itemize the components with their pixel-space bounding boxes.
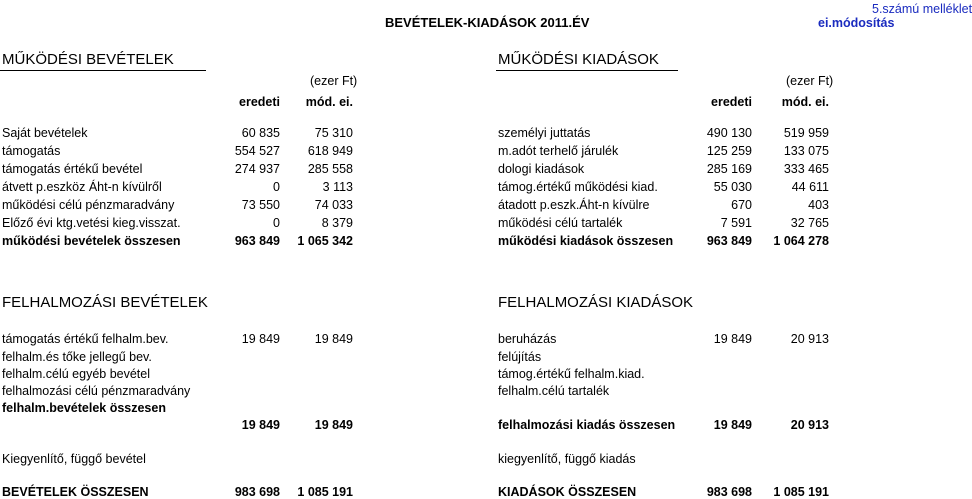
row-original: 73 550 — [241, 198, 280, 212]
row-label: dologi kiadások — [498, 162, 585, 176]
row-modified: 8 379 — [321, 216, 353, 230]
total-modified: 19 849 — [314, 418, 353, 432]
row-label: átvett p.eszköz Áht-n kívülről — [2, 180, 162, 194]
row-label: támogatás értékű bevétel — [2, 162, 143, 176]
row-modified: 403 — [808, 198, 829, 212]
grand-total-revenue-label: BEVÉTELEK ÖSSZESEN — [2, 485, 149, 499]
heading-underline — [496, 70, 678, 71]
row-label: felhalm.célú egyéb bevétel — [2, 367, 151, 381]
row-modified: 3 113 — [322, 180, 353, 194]
row-label: működési célú pénzmaradvány — [2, 198, 175, 212]
total-label: felhalmozási kiadás összesen — [498, 418, 676, 432]
row-label: átadott p.eszk.Áht-n kívülre — [498, 198, 650, 212]
operating-revenue-heading: MŰKÖDÉSI BEVÉTELEK — [2, 51, 174, 68]
row-original: 55 030 — [713, 180, 752, 194]
total-original: 19 849 — [713, 418, 752, 432]
grand-total-expenditure-label: KIADÁSOK ÖSSZESEN — [498, 485, 637, 499]
row-modified: 32 765 — [790, 216, 829, 230]
row-label: támog.értékű felhalm.kiad. — [498, 367, 645, 381]
row-modified: 519 959 — [783, 126, 829, 140]
column-header-original: eredeti — [711, 95, 752, 109]
row-original: 7 591 — [720, 216, 752, 230]
total-label: működési bevételek összesen — [2, 234, 181, 248]
column-header-modified: mód. ei. — [305, 95, 353, 109]
total-modified: 20 913 — [790, 418, 829, 432]
grand-total-revenue-modified: 1 085 191 — [297, 485, 353, 499]
row-modified: 19 849 — [314, 332, 353, 346]
row-label: támog.értékű működési kiad. — [498, 180, 658, 194]
total-label: felhalm.bevételek összesen — [2, 401, 166, 415]
row-label: felújítás — [498, 350, 542, 364]
total-original: 19 849 — [241, 418, 280, 432]
row-modified: 618 949 — [307, 144, 353, 158]
column-header-original: eredeti — [239, 95, 280, 109]
row-original: 125 259 — [706, 144, 752, 158]
grand-total-expenditure-modified: 1 085 191 — [773, 485, 829, 499]
document-title: BEVÉTELEK-KIADÁSOK 2011.ÉV — [385, 15, 590, 30]
row-label: támogatás — [2, 144, 61, 158]
total-label: működési kiadások összesen — [498, 234, 674, 248]
row-label: felhalm.és tőke jellegű bev. — [2, 350, 152, 364]
row-original: 60 835 — [241, 126, 280, 140]
row-modified: 20 913 — [790, 332, 829, 346]
total-original: 963 849 — [706, 234, 752, 248]
row-original: 274 937 — [234, 162, 280, 176]
row-label: működési célú tartalék — [498, 216, 623, 230]
row-label: m.adót terhelő járulék — [498, 144, 619, 158]
row-label: Saját bevételek — [2, 126, 88, 140]
row-original: 285 169 — [706, 162, 752, 176]
total-original: 963 849 — [234, 234, 280, 248]
row-original: 490 130 — [706, 126, 752, 140]
grand-total-expenditure-original: 983 698 — [706, 485, 752, 499]
row-modified: 74 033 — [314, 198, 353, 212]
row-modified: 44 611 — [791, 180, 829, 194]
row-original: 19 849 — [241, 332, 280, 346]
row-modified: 75 310 — [314, 126, 353, 140]
heading-underline — [0, 70, 206, 71]
unit-label: (ezer Ft) — [310, 74, 358, 88]
total-modified: 1 065 342 — [297, 234, 353, 248]
capital-expenditure-heading: FELHALMOZÁSI KIADÁSOK — [498, 294, 694, 311]
row-label: személyi juttatás — [498, 126, 591, 140]
row-label: beruházás — [498, 332, 557, 346]
row-label: támogatás értékű felhalm.bev. — [2, 332, 169, 346]
row-modified: 133 075 — [783, 144, 829, 158]
row-modified: 333 465 — [783, 162, 829, 176]
operating-expenditure-heading: MŰKÖDÉSI KIADÁSOK — [498, 51, 659, 68]
annex-label: 5.számú melléklet — [872, 2, 972, 16]
row-modified: 285 558 — [307, 162, 353, 176]
modification-label: ei.módosítás — [818, 16, 895, 30]
capital-revenue-heading: FELHALMOZÁSI BEVÉTELEK — [2, 294, 208, 311]
row-original: 670 — [731, 198, 752, 212]
row-label: Előző évi ktg.vetési kieg.visszat. — [2, 216, 181, 230]
row-original: 19 849 — [713, 332, 752, 346]
row-label: felhalmozási célú pénzmaradvány — [2, 384, 191, 398]
row-original: 0 — [273, 216, 280, 230]
balancing-expenditure-label: kiegyenlítő, függő kiadás — [498, 452, 636, 466]
column-header-modified: mód. ei. — [781, 95, 829, 109]
row-original: 0 — [273, 180, 280, 194]
total-modified: 1 064 278 — [773, 234, 829, 248]
grand-total-revenue-original: 983 698 — [234, 485, 280, 499]
balancing-revenue-label: Kiegyenlítő, függő bevétel — [2, 452, 146, 466]
row-label: felhalm.célú tartalék — [498, 384, 610, 398]
row-original: 554 527 — [234, 144, 280, 158]
unit-label: (ezer Ft) — [786, 74, 834, 88]
